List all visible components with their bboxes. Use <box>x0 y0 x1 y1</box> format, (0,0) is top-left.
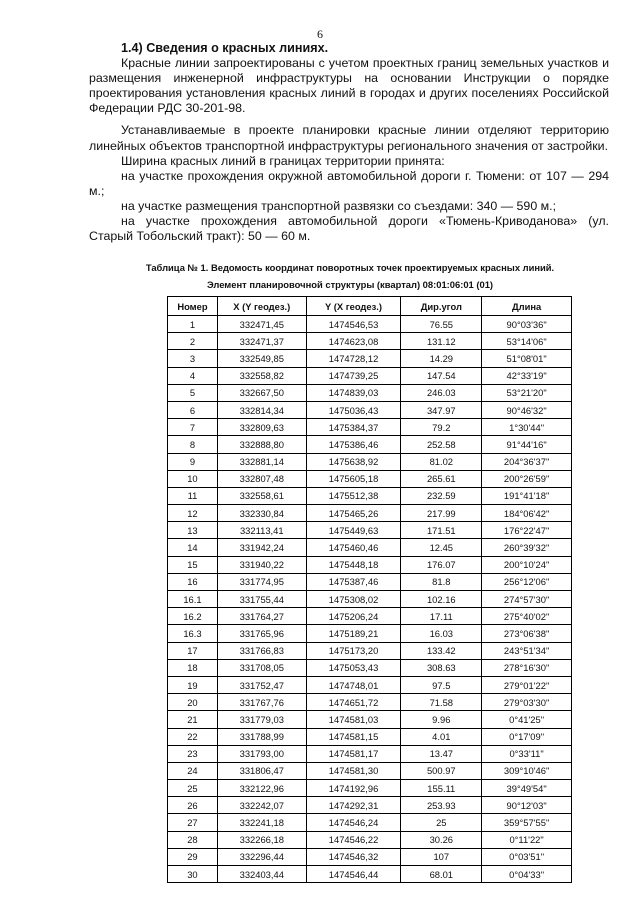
cell-y: 1474623,08 <box>306 333 401 350</box>
cell-bearing: 102.16 <box>401 591 482 608</box>
cell-y: 1475206,24 <box>306 608 401 625</box>
cell-x: 332549,85 <box>217 350 306 367</box>
cell-y: 1475189,21 <box>306 625 401 642</box>
cell-length: 0°04'33" <box>482 866 572 883</box>
paragraph: Ширина красных линий в границах территории принята: <box>121 153 445 168</box>
table-caption: Таблица № 1. Ведомость координат поворотных точек проектируемых красных линий. <box>145 262 555 273</box>
table-row <box>168 419 572 436</box>
cell-number: 30 <box>168 866 218 883</box>
table-row <box>168 539 572 556</box>
table-row <box>168 797 572 814</box>
cell-length: 278°16'30" <box>482 659 572 676</box>
cell-x: 332809,63 <box>217 419 306 436</box>
cell-number: 13 <box>168 522 218 539</box>
table-row <box>168 470 572 487</box>
cell-length: 176°22'47" <box>482 522 572 539</box>
cell-bearing: 107 <box>401 848 482 865</box>
cell-x: 331793,00 <box>217 745 306 762</box>
cell-bearing: 30.26 <box>401 831 482 848</box>
cell-bearing: 14.29 <box>401 350 482 367</box>
cell-y: 1474581,03 <box>306 711 401 728</box>
table-row <box>168 505 572 522</box>
cell-length: 51°08'01" <box>482 350 572 367</box>
table-row <box>168 745 572 762</box>
cell-length: 0°03'51" <box>482 848 572 865</box>
cell-x: 331766,83 <box>217 642 306 659</box>
cell-y: 1474546,24 <box>306 814 401 831</box>
cell-bearing: 81.02 <box>401 453 482 470</box>
coordinates-table <box>167 296 572 883</box>
cell-x: 332113,41 <box>217 522 306 539</box>
cell-number: 27 <box>168 814 218 831</box>
table-row <box>168 316 572 333</box>
cell-bearing: 131.12 <box>401 333 482 350</box>
cell-x: 332471,45 <box>217 316 306 333</box>
cell-number: 20 <box>168 694 218 711</box>
cell-bearing: 176.07 <box>401 556 482 573</box>
cell-length: 200°26'59" <box>482 470 572 487</box>
cell-number: 16.3 <box>168 625 218 642</box>
cell-x: 331942,24 <box>217 539 306 556</box>
cell-number: 29 <box>168 848 218 865</box>
cell-number: 18 <box>168 659 218 676</box>
paragraph: на участке размещения транспортной развязки со съездами: 340 — 590 м.; <box>121 198 557 213</box>
cell-y: 1474581,30 <box>306 762 401 779</box>
table-row <box>168 676 572 693</box>
table-row <box>168 625 572 642</box>
cell-x: 332471,37 <box>217 333 306 350</box>
table-row <box>168 384 572 401</box>
cell-number: 22 <box>168 728 218 745</box>
cell-bearing: 246.03 <box>401 384 482 401</box>
cell-x: 331779,03 <box>217 711 306 728</box>
cell-y: 1475512,38 <box>306 487 401 504</box>
cell-bearing: 68.01 <box>401 866 482 883</box>
cell-length: 0°17'09" <box>482 728 572 745</box>
cell-number: 3 <box>168 350 218 367</box>
cell-bearing: 17.11 <box>401 608 482 625</box>
cell-bearing: 500.97 <box>401 762 482 779</box>
cell-x: 332330,84 <box>217 505 306 522</box>
cell-y: 1475448,18 <box>306 556 401 573</box>
header-number: Номер <box>168 297 218 316</box>
cell-number: 9 <box>168 453 218 470</box>
cell-length: 279°03'30" <box>482 694 572 711</box>
cell-bearing: 155.11 <box>401 780 482 797</box>
cell-x: 331752,47 <box>217 676 306 693</box>
paragraph: на участке прохождения автомобильной дороги «Тюмень-Криводанова» (ул. Старый Тобольский тракт): 50 — 60 м. <box>89 214 609 244</box>
cell-x: 331755,44 <box>217 591 306 608</box>
cell-y: 1474546,53 <box>306 316 401 333</box>
cell-bearing: 308.63 <box>401 659 482 676</box>
cell-bearing: 16.03 <box>401 625 482 642</box>
cell-y: 1475460,46 <box>306 539 401 556</box>
cell-length: 53°21'20" <box>482 384 572 401</box>
cell-x: 332403,44 <box>217 866 306 883</box>
table-row <box>168 814 572 831</box>
cell-number: 16.2 <box>168 608 218 625</box>
cell-length: 204°36'37" <box>482 453 572 470</box>
cell-y: 1475308,02 <box>306 591 401 608</box>
cell-bearing: 9.96 <box>401 711 482 728</box>
cell-bearing: 232.59 <box>401 487 482 504</box>
cell-x: 332558,82 <box>217 367 306 384</box>
table-row <box>168 350 572 367</box>
cell-length: 200°10'24" <box>482 556 572 573</box>
paragraph: на участке прохождения окружной автомобильной дороги г. Тюмени: от 107 — 294 м.; <box>89 168 609 198</box>
cell-bearing: 71.58 <box>401 694 482 711</box>
cell-number: 11 <box>168 487 218 504</box>
cell-bearing: 217.99 <box>401 505 482 522</box>
table-row <box>168 711 572 728</box>
cell-length: 260°39'32" <box>482 539 572 556</box>
cell-bearing: 265.61 <box>401 470 482 487</box>
table-row <box>168 436 572 453</box>
cell-y: 1474739,25 <box>306 367 401 384</box>
table-row <box>168 694 572 711</box>
cell-length: 279°01'22" <box>482 676 572 693</box>
cell-x: 331765,96 <box>217 625 306 642</box>
cell-y: 1474192,96 <box>306 780 401 797</box>
table-row <box>168 573 572 590</box>
cell-number: 17 <box>168 642 218 659</box>
cell-x: 332814,34 <box>217 401 306 418</box>
paragraph: Красные линии запроектированы с учетом проектных границ земельных участков и размещения инженерной инфраструктуры на основании Инструкции о порядке проектирования установления красных линий в городах и других поселениях Российской Федерации РДС 30-201-98. <box>89 56 609 116</box>
header-x: X (Y геодез.) <box>217 297 306 316</box>
table-row <box>168 762 572 779</box>
table-row <box>168 367 572 384</box>
cell-bearing: 4.01 <box>401 728 482 745</box>
cell-bearing: 13.47 <box>401 745 482 762</box>
page-number: 6 <box>317 27 323 41</box>
cell-y: 1475173,20 <box>306 642 401 659</box>
cell-y: 1474292,31 <box>306 797 401 814</box>
cell-bearing: 76.55 <box>401 316 482 333</box>
cell-x: 332888,80 <box>217 436 306 453</box>
cell-number: 12 <box>168 505 218 522</box>
cell-x: 331708,05 <box>217 659 306 676</box>
cell-y: 1474651,72 <box>306 694 401 711</box>
cell-x: 331788,99 <box>217 728 306 745</box>
cell-x: 331940,22 <box>217 556 306 573</box>
table-row <box>168 401 572 418</box>
cell-y: 1475387,46 <box>306 573 401 590</box>
cell-x: 332241,18 <box>217 814 306 831</box>
cell-bearing: 81.8 <box>401 573 482 590</box>
paragraph: Устанавливаемые в проекте планировки красные линии отделяют территорию линейных объектов транспортной инфраструктуры регионального значения от застройки. <box>89 123 609 153</box>
cell-y: 1475384,37 <box>306 419 401 436</box>
cell-x: 332266,18 <box>217 831 306 848</box>
cell-y: 1474546,22 <box>306 831 401 848</box>
cell-length: 256°12'06" <box>482 573 572 590</box>
cell-y: 1475465,26 <box>306 505 401 522</box>
cell-y: 1474748,01 <box>306 676 401 693</box>
cell-length: 0°11'22" <box>482 831 572 848</box>
cell-length: 39°49'54" <box>482 780 572 797</box>
cell-bearing: 12.45 <box>401 539 482 556</box>
cell-length: 184°06'42" <box>482 505 572 522</box>
cell-bearing: 147.54 <box>401 367 482 384</box>
cell-length: 309°10'46" <box>482 762 572 779</box>
cell-number: 2 <box>168 333 218 350</box>
cell-number: 15 <box>168 556 218 573</box>
cell-y: 1475036,43 <box>306 401 401 418</box>
cell-length: 275°40'02" <box>482 608 572 625</box>
cell-y: 1474546,44 <box>306 866 401 883</box>
cell-number: 16 <box>168 573 218 590</box>
cell-x: 331764,27 <box>217 608 306 625</box>
cell-number: 8 <box>168 436 218 453</box>
cell-y: 1474839,03 <box>306 384 401 401</box>
cell-length: 274°57'30" <box>482 591 572 608</box>
cell-number: 4 <box>168 367 218 384</box>
cell-y: 1475605,18 <box>306 470 401 487</box>
cell-number: 26 <box>168 797 218 814</box>
cell-length: 273°06'38" <box>482 625 572 642</box>
cell-x: 332558,61 <box>217 487 306 504</box>
cell-x: 332296,44 <box>217 848 306 865</box>
cell-bearing: 253.93 <box>401 797 482 814</box>
cell-y: 1475449,63 <box>306 522 401 539</box>
header-bearing: Дир.угол <box>401 297 482 316</box>
cell-length: 0°41'25" <box>482 711 572 728</box>
cell-y: 1475386,46 <box>306 436 401 453</box>
cell-bearing: 252.58 <box>401 436 482 453</box>
section-heading: 1.4) Сведения о красных линиях. <box>121 41 329 55</box>
table-header-row <box>168 297 572 316</box>
cell-x: 331774,95 <box>217 573 306 590</box>
cell-number: 21 <box>168 711 218 728</box>
cell-x: 331806,47 <box>217 762 306 779</box>
cell-bearing: 347.97 <box>401 401 482 418</box>
cell-length: 191°41'18" <box>482 487 572 504</box>
table-row <box>168 453 572 470</box>
table-row <box>168 333 572 350</box>
cell-number: 16.1 <box>168 591 218 608</box>
cell-y: 1474546,32 <box>306 848 401 865</box>
header-length: Длина <box>482 297 572 316</box>
cell-number: 25 <box>168 780 218 797</box>
cell-length: 90°46'32" <box>482 401 572 418</box>
cell-number: 10 <box>168 470 218 487</box>
cell-number: 23 <box>168 745 218 762</box>
cell-length: 359°57'55" <box>482 814 572 831</box>
cell-number: 24 <box>168 762 218 779</box>
table-row <box>168 487 572 504</box>
cell-length: 1°30'44" <box>482 419 572 436</box>
cell-number: 5 <box>168 384 218 401</box>
cell-bearing: 171.51 <box>401 522 482 539</box>
cell-x: 332242,07 <box>217 797 306 814</box>
cell-y: 1474728,12 <box>306 350 401 367</box>
table-row <box>168 848 572 865</box>
table-row <box>168 522 572 539</box>
cell-y: 1475638,92 <box>306 453 401 470</box>
cell-number: 1 <box>168 316 218 333</box>
cell-x: 332807,48 <box>217 470 306 487</box>
table-row <box>168 556 572 573</box>
table-row <box>168 659 572 676</box>
cell-length: 0°33'11" <box>482 745 572 762</box>
cell-x: 332122,96 <box>217 780 306 797</box>
cell-number: 14 <box>168 539 218 556</box>
section-text <box>89 41 609 244</box>
table-body <box>168 316 572 883</box>
table-row <box>168 780 572 797</box>
table-row <box>168 642 572 659</box>
table-row <box>168 591 572 608</box>
cell-length: 42°33'19" <box>482 367 572 384</box>
cell-number: 19 <box>168 676 218 693</box>
cell-length: 91°44'16" <box>482 436 572 453</box>
table-row <box>168 831 572 848</box>
cell-length: 90°03'36" <box>482 316 572 333</box>
cell-number: 7 <box>168 419 218 436</box>
table-row <box>168 728 572 745</box>
cell-length: 53°14'06" <box>482 333 572 350</box>
cell-bearing: 97.5 <box>401 676 482 693</box>
cell-x: 331767,76 <box>217 694 306 711</box>
table-row <box>168 866 572 883</box>
cell-bearing: 25 <box>401 814 482 831</box>
cell-y: 1474581,15 <box>306 728 401 745</box>
cell-number: 6 <box>168 401 218 418</box>
cell-x: 332881,14 <box>217 453 306 470</box>
cell-length: 90°12'03" <box>482 797 572 814</box>
cell-y: 1475053,43 <box>306 659 401 676</box>
table-subcaption: Элемент планировочной структуры (квартал) 08:01:06:01 (01) <box>206 279 494 290</box>
cell-number: 28 <box>168 831 218 848</box>
cell-x: 332667,50 <box>217 384 306 401</box>
cell-y: 1474581,17 <box>306 745 401 762</box>
cell-bearing: 79.2 <box>401 419 482 436</box>
table-row <box>168 608 572 625</box>
header-y: Y (X геодез.) <box>306 297 401 316</box>
cell-length: 243°51'34" <box>482 642 572 659</box>
cell-bearing: 133.42 <box>401 642 482 659</box>
